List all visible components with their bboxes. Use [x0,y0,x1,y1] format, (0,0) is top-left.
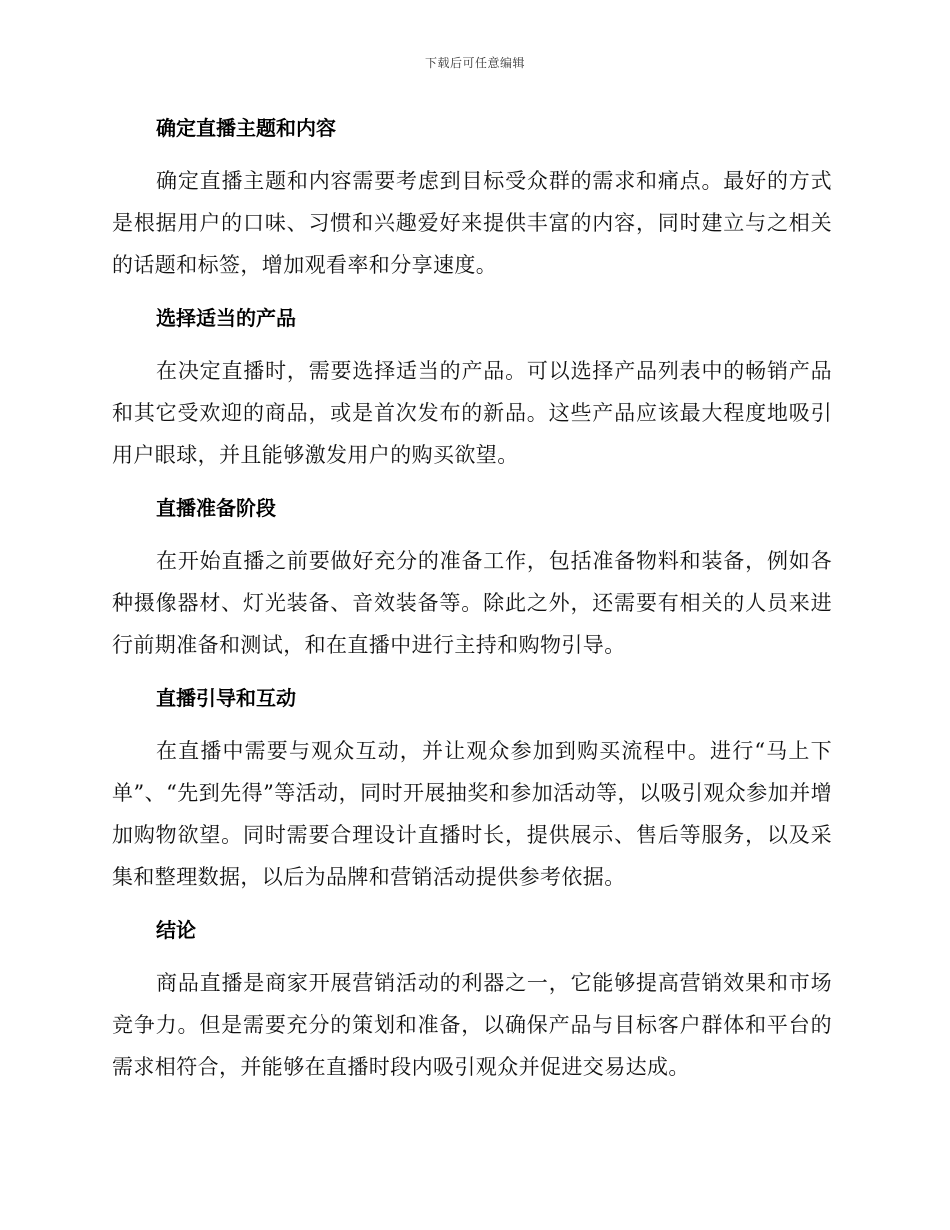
section-paragraph: 商品直播是商家开展营销活动的利器之一，它能够提高营销效果和市场竞争力。但是需要充分的策划和准备，以确保产品与目标客户群体和平台的需求相符合，并能够在直播时段内吸引观众并促进交易达成。 [112,971,832,1079]
section-topic-content [112,108,832,286]
section-heading: 直播准备阶段 [156,496,276,520]
page-header: 下载后可任意编辑 [424,56,525,70]
document-body [112,108,832,1100]
section-heading: 确定直播主题和内容 [156,116,336,140]
section-heading: 直播引导和互动 [156,686,296,710]
section-paragraph: 在开始直播之前要做好充分的准备工作，包括准备物料和装备，例如各种摄像器材、灯光装备、音效装备等。除此之外，还需要有相关的人员来进行前期准备和测试，和在直播中进行主持和购物引导。 [112,549,832,657]
section-heading: 选择适当的产品 [156,306,296,330]
section-preparation [112,488,832,666]
section-choose-product [112,298,832,476]
section-guidance-interaction [112,678,832,898]
section-heading: 结论 [156,918,196,942]
section-paragraph: 在直播中需要与观众互动，并让观众参加到购买流程中。进行“马上下单”、“先到先得”等活动，同时开展抽奖和参加活动等，以吸引观众参加并增加购物欲望。同时需要合理设计直播时长，提供展示、售后等服务，以及采集和整理数据，以后为品牌和营销活动提供参考依据。 [112,739,832,889]
section-paragraph: 确定直播主题和内容需要考虑到目标受众群的需求和痛点。最好的方式是根据用户的口味、习惯和兴趣爱好来提供丰富的内容，同时建立与之相关的话题和标签，增加观看率和分享速度。 [112,169,832,277]
section-paragraph: 在决定直播时，需要选择适当的产品。可以选择产品列表中的畅销产品和其它受欢迎的商品，或是首次发布的新品。这些产品应该最大程度地吸引用户眼球，并且能够激发用户的购买欲望。 [112,359,832,467]
section-conclusion [112,910,832,1088]
